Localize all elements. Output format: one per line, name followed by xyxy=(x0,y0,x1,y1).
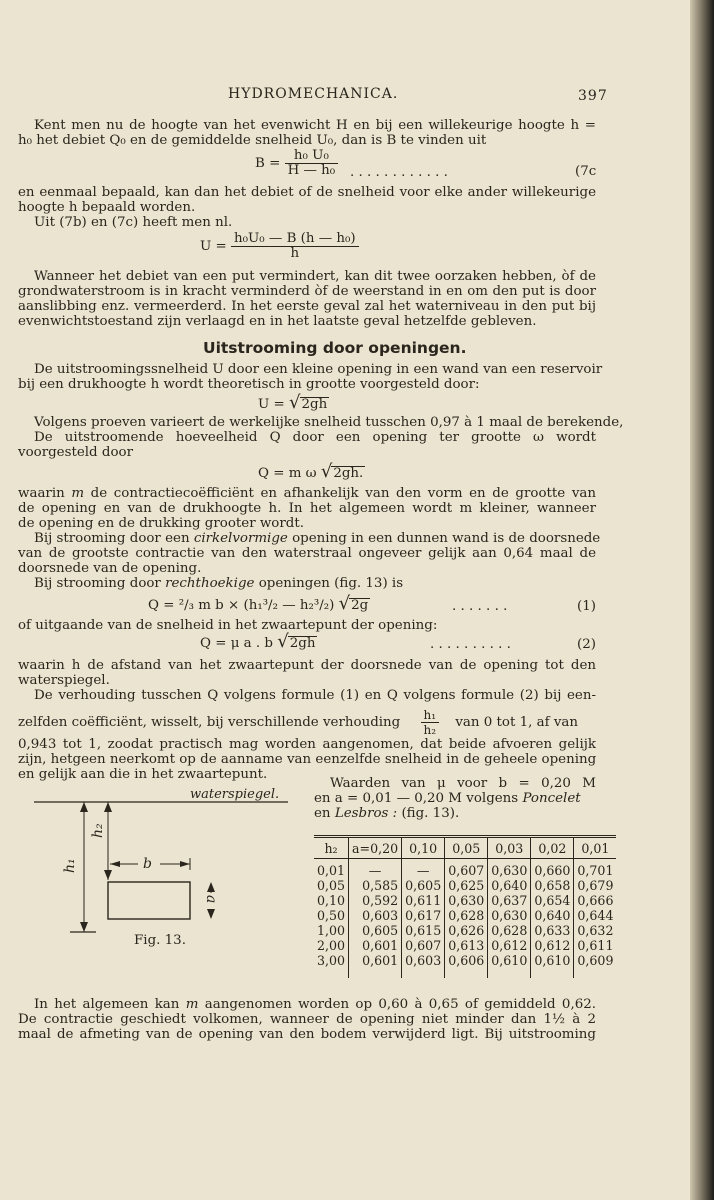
table-cell: 0,610 xyxy=(531,953,574,978)
equation-2 xyxy=(200,631,317,652)
b-arrow-right xyxy=(180,861,190,867)
text-line: De uitstroomende hoeveelheid Q door een opening ter grootte ω wordt xyxy=(34,430,596,445)
table-cell: 0,630 xyxy=(488,859,531,879)
italic-term: Poncelet xyxy=(522,791,581,806)
text-line: De uitstroomingssnelheid U door een kleine opening in een wand van een reservoir xyxy=(34,362,603,377)
table-cell: 0,10 xyxy=(317,893,346,908)
text-run: In het algemeen kan xyxy=(34,997,186,1012)
radicand: 2gh xyxy=(289,636,316,651)
text-line: De contractie geschiedt volkomen, wanneer de opening niet minder dan 1½ à 2 xyxy=(18,1012,596,1027)
table-cell: 0,630 xyxy=(445,893,488,908)
table-cell: 0,605 xyxy=(402,878,445,893)
equation-u xyxy=(200,232,359,261)
table-header-cell: h₂ xyxy=(314,837,349,859)
table-row xyxy=(314,859,616,879)
opening-rectangle xyxy=(108,882,190,919)
h2-arrow-up xyxy=(104,802,112,812)
table-header-cell: 0,05 xyxy=(445,837,488,859)
section-heading: Uitstrooming door openingen. xyxy=(203,339,467,357)
table-row xyxy=(314,953,616,978)
equation-lhs: U = xyxy=(258,397,285,412)
water-surface-label: waterspiegel. xyxy=(190,787,280,802)
table-cell: 0,611 xyxy=(574,938,617,953)
text-run: aangenomen worden op 0,60 à 0,65 of gemiddeld 0,62. xyxy=(198,997,597,1012)
table-row xyxy=(314,923,616,938)
square-root-sign: √ xyxy=(338,593,351,614)
text-line: Uit (7b) en (7c) heeft men nl. xyxy=(34,215,233,230)
table-cell: 0,628 xyxy=(488,923,531,938)
text-line: of uitgaande van de snelheid in het zwaartepunt der opening: xyxy=(18,618,438,633)
table-cell: — xyxy=(402,859,445,879)
text-line: evenwichtstoestand zijn verlaagd en in het laatste geval hetzelfde gebleven. xyxy=(18,314,537,329)
numerator: h₀U₀ — B (h — h₀) xyxy=(231,232,359,247)
text-line xyxy=(18,708,578,737)
running-header: HYDROMECHANICA. xyxy=(228,86,399,102)
radicand: 2g xyxy=(351,598,369,613)
table-cell: 0,637 xyxy=(488,893,531,908)
text-line: voorgesteld door xyxy=(18,445,133,460)
h2-arrow-down xyxy=(104,870,112,880)
denominator: H — h₀ xyxy=(287,163,336,178)
text-line: zijn, hetgeen neerkomt op de aanname van eenzelfde snelheid in de geheele opening xyxy=(18,752,597,767)
numerator: h₀ U₀ xyxy=(285,149,339,164)
square-root-sign: √ xyxy=(320,461,333,482)
table-cell: 0,592 xyxy=(349,893,402,908)
table-header-cell: a=0,20 xyxy=(349,837,402,859)
text-line: Wanneer het debiet van een put vermindert, kan dit twee oorzaken hebben, òf de xyxy=(34,269,596,284)
text-line: Volgens proeven varieert de werkelijke snelheid tusschen 0,97 à 1 maal de berekende, xyxy=(34,415,624,430)
text-run: waarin xyxy=(18,486,72,501)
table-cell: 0,679 xyxy=(574,878,617,893)
table-cell: 0,01 xyxy=(317,863,346,878)
table-cell: 0,658 xyxy=(531,878,574,893)
table-cell: 0,605 xyxy=(349,923,402,938)
table-cell: 0,610 xyxy=(488,953,531,978)
table-caption-line xyxy=(314,792,581,806)
text-line: De verhouding tusschen Q volgens formule (1) en Q volgens formule (2) bij een- xyxy=(34,688,596,703)
italic-symbol: m xyxy=(185,997,199,1012)
equation-lhs: Q = m ω xyxy=(258,466,317,481)
table-row xyxy=(314,878,616,893)
table-row xyxy=(314,893,616,908)
table-cell: 0,617 xyxy=(402,908,445,923)
text-line: van de grootste contractie van den waterstraal ongeveer gelijk aan 0,64 maal de xyxy=(18,546,596,561)
mu-values-table xyxy=(314,835,616,978)
table-cell: 0,613 xyxy=(445,938,488,953)
table-cell: 0,611 xyxy=(402,893,445,908)
italic-term: Lesbros : xyxy=(334,806,398,821)
text-line: bij een drukhoogte h wordt theoretisch in grootte voorgesteld door: xyxy=(18,377,480,392)
text-run: opening in een dunnen wand is de doorsnede xyxy=(287,531,601,546)
table-cell: 1,00 xyxy=(317,923,346,938)
table-cell: 0,603 xyxy=(349,908,402,923)
table-header-cell: 0,01 xyxy=(574,837,617,859)
table-cell: 0,606 xyxy=(445,953,488,978)
ratio-fraction xyxy=(421,708,440,737)
text-line: maal de afmeting van de opening van den bodem verwijderd ligt. Bij uitstrooming xyxy=(18,1027,596,1042)
a-arrow-down xyxy=(207,909,215,919)
equation-number: (1) xyxy=(577,599,596,614)
table-cell: 0,609 xyxy=(574,953,617,978)
book-spine-edge xyxy=(690,0,714,1200)
table-cell: 2,00 xyxy=(317,938,346,953)
text-line: Kent men nu de hoogte van het evenwicht H en bij een willekeurige hoogte h = xyxy=(34,118,596,133)
table-cell: 0,626 xyxy=(445,923,488,938)
text-run: zelfden coëfficiënt, wisselt, bij verschillende verhouding xyxy=(18,715,401,730)
page-number: 397 xyxy=(578,88,608,104)
table-cell: 0,660 xyxy=(531,859,574,879)
equation-q xyxy=(258,461,365,482)
table-cell: 0,640 xyxy=(531,908,574,923)
table-cell: 0,585 xyxy=(349,878,402,893)
table-caption-line: Waarden van μ voor b = 0,20 M xyxy=(330,776,596,791)
numerator: h₁ xyxy=(421,708,440,723)
table-row xyxy=(314,908,616,923)
table-cell: — xyxy=(349,859,402,879)
text-line: grondwaterstroom is in kracht verminderd òf de weerstand in en om den put is door xyxy=(18,284,596,299)
table-header-cell: 0,10 xyxy=(402,837,445,859)
equation-lhs: U = xyxy=(200,239,227,254)
table-cell: 0,701 xyxy=(574,859,617,879)
text-run: en a = 0,01 — 0,20 M volgens xyxy=(314,791,519,806)
italic-term: cirkelvormige xyxy=(193,531,288,546)
table-header-row xyxy=(314,837,616,859)
fraction xyxy=(231,232,359,261)
denominator: h xyxy=(290,246,300,261)
equation-lhs: B = xyxy=(255,156,281,171)
figure-caption: Fig. 13. xyxy=(134,933,186,948)
b-arrow-left xyxy=(110,861,120,867)
table-cell: 0,630 xyxy=(488,908,531,923)
text-run: van 0 tot 1, af van xyxy=(455,715,579,730)
text-line: doorsnede van de opening. xyxy=(18,561,202,576)
text-line xyxy=(34,998,596,1012)
leader-dots: . . . . . . . xyxy=(452,599,508,614)
leader-dots: . . . . . . . . . . . . xyxy=(350,165,448,180)
equation-number: (2) xyxy=(577,637,596,652)
equation-torricelli xyxy=(258,392,329,413)
table-cell: 3,00 xyxy=(317,953,346,968)
text-line xyxy=(34,577,403,591)
table-cell: 0,644 xyxy=(574,908,617,923)
text-line: aanslibbing enz. vermeerderd. In het eerste geval zal het waterniveau in den put bij xyxy=(18,299,596,314)
table-cell: 0,615 xyxy=(402,923,445,938)
a-label: a xyxy=(203,895,219,904)
equation-lhs: Q = ²/₃ m b × (h₁³/₂ — h₂³/₂) xyxy=(148,598,335,613)
fraction xyxy=(285,149,339,178)
table-cell: 0,601 xyxy=(349,938,402,953)
table-cell: 0,05 xyxy=(317,878,346,893)
table-cell: 0,601 xyxy=(349,953,402,978)
text-line xyxy=(34,531,601,546)
text-line: en eenmaal bepaald, kan dan het debiet of de snelheid voor elke ander willekeurige xyxy=(18,185,596,200)
italic-term: rechthoekige xyxy=(165,576,255,591)
text-run: Bij strooming door xyxy=(34,576,166,591)
radicand: 2gh. xyxy=(333,466,364,481)
equation-1 xyxy=(148,593,370,614)
a-arrow-up xyxy=(207,882,215,892)
table-cell: 0,607 xyxy=(445,859,488,879)
table-header-cell: 0,02 xyxy=(531,837,574,859)
b-label: b xyxy=(143,856,152,872)
h1-arrow-down xyxy=(80,922,88,932)
square-root-sign: √ xyxy=(289,392,301,413)
square-root-sign: √ xyxy=(277,631,289,652)
table-header-cell: 0,03 xyxy=(488,837,531,859)
equation-lhs: Q = μ a . b xyxy=(200,636,273,651)
table-cell: 0,625 xyxy=(445,878,488,893)
table-row xyxy=(314,938,616,953)
text-line: hoogte h bepaald worden. xyxy=(18,200,196,215)
radicand: 2gh xyxy=(301,397,328,412)
text-line: waarin h de afstand van het zwaartepunt der doorsnede van de opening tot den xyxy=(18,658,596,673)
table-cell: 0,607 xyxy=(402,938,445,953)
table-cell: 0,612 xyxy=(488,938,531,953)
table-cell: 0,666 xyxy=(574,893,617,908)
equation-7c xyxy=(255,149,338,178)
table-cell: 0,640 xyxy=(488,878,531,893)
table-cell: 0,654 xyxy=(531,893,574,908)
table-cell: 0,50 xyxy=(317,908,346,923)
h2-label: h₂ xyxy=(90,823,106,838)
table-cell: 0,633 xyxy=(531,923,574,938)
text-run: openingen (fig. 13) is xyxy=(254,576,404,591)
text-line xyxy=(18,487,596,501)
text-run: en xyxy=(314,806,335,821)
denominator: h₂ xyxy=(423,723,437,737)
text-line: en gelijk aan die in het zwaartepunt. xyxy=(18,767,268,782)
table-cell: 0,612 xyxy=(531,938,574,953)
text-run: (fig. 13). xyxy=(397,806,460,821)
text-line: h₀ het debiet Q₀ en de gemiddelde snelheid U₀, dan is B te vinden uit xyxy=(18,133,487,148)
h1-label: h₁ xyxy=(62,858,78,873)
figure-13-diagram xyxy=(30,780,300,955)
h1-arrow-up xyxy=(80,802,88,812)
text-line: waterspiegel. xyxy=(18,673,110,688)
table-caption-line xyxy=(314,807,459,821)
text-run: Bij strooming door een xyxy=(34,531,194,546)
text-line: 0,943 tot 1, zoodat practisch mag worden aangenomen, dat beide afvoeren gelijk xyxy=(18,737,596,752)
text-run: de contractiecoëfficiënt en afhankelijk van den vorm en de grootte van xyxy=(84,486,596,501)
text-line: de opening en van de drukhoogte h. In het algemeen wordt m kleiner, wanneer xyxy=(18,501,596,516)
table-cell: 0,632 xyxy=(574,923,617,938)
leader-dots: . . . . . . . . . . xyxy=(430,637,511,652)
text-line: de opening en de drukking grooter wordt. xyxy=(18,516,304,531)
table-cell: 0,628 xyxy=(445,908,488,923)
equation-number: (7c xyxy=(575,164,597,179)
table-cell: 0,603 xyxy=(402,953,445,978)
italic-symbol: m xyxy=(71,486,85,501)
